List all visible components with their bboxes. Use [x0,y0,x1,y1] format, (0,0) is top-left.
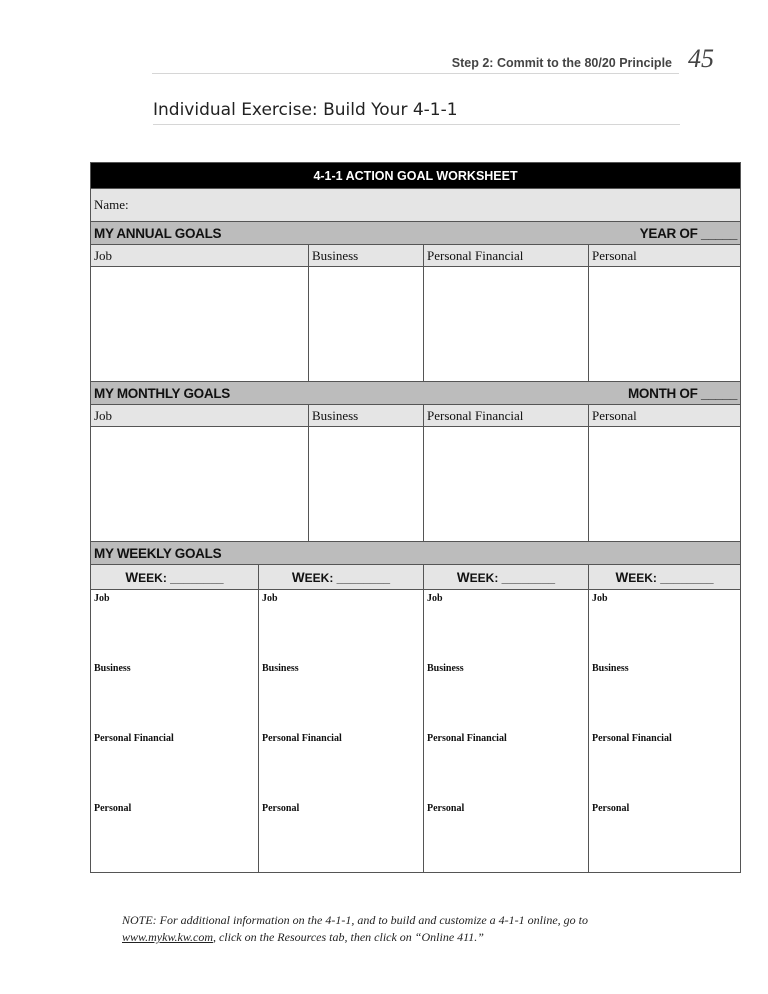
annual-goals-label: MY ANNUAL GOALS [94,225,222,241]
monthly-goals-label: MY MONTHLY GOALS [94,385,230,401]
week-3-header[interactable]: WEEK: ________ [424,565,589,590]
annual-personal-entry[interactable] [589,267,741,382]
monthly-columns [91,405,741,427]
annual-col-job: Job [91,245,309,267]
name-row [91,189,741,222]
monthly-personal-entry[interactable] [589,427,741,542]
exercise-title: Individual Exercise: Build Your 4-1-1 [153,100,680,125]
week-headers [91,565,741,590]
running-head-title: Step 2: Commit to the 80/20 Principle [451,56,672,70]
page-number: 45 [688,44,714,73]
week-2-business-label: Business [262,663,299,674]
week-3-personal-label: Personal [427,803,465,814]
week-1-business-label: Business [94,663,131,674]
monthly-col-personal-financial: Personal Financial [424,405,589,427]
annual-col-personal-financial: Personal Financial [424,245,589,267]
week-3-personal-financial-label: Personal Financial [427,733,507,744]
week-3-job-label: Job [427,593,443,604]
annual-goals-header [91,222,741,245]
week-1-personal-label: Personal [94,803,132,814]
monthly-personal-financial-entry[interactable] [424,427,589,542]
weekly-goals-header [91,542,741,565]
monthly-goals-header [91,382,741,405]
week-2-header[interactable]: WEEK: ________ [259,565,424,590]
week-1-header[interactable]: WEEK: ________ [91,565,259,590]
worksheet [90,162,740,873]
footnote-line-1: NOTE: For additional information on the 4-1-1, and to build and customize a 4-1-1 online, go to [122,913,588,927]
weekly-entry-row [91,590,741,873]
week-1-personal-financial-label: Personal Financial [94,733,174,744]
week-2-entry[interactable] [259,590,424,873]
monthly-job-entry[interactable] [91,427,309,542]
annual-columns [91,245,741,267]
worksheet-table [90,162,741,873]
week-4-header[interactable]: WEEK: ________ [589,565,741,590]
header-rule [152,73,679,74]
week-2-personal-financial-label: Personal Financial [262,733,342,744]
annual-business-entry[interactable] [309,267,424,382]
monthly-business-entry[interactable] [309,427,424,542]
week-4-personal-label: Personal [592,803,630,814]
footnote-line-2: , click on the Resources tab, then click on “Online 411.” [212,930,484,944]
monthly-col-business: Business [309,405,424,427]
worksheet-title-row [91,163,741,189]
week-1-entry[interactable] [91,590,259,873]
running-head [152,44,714,74]
week-4-job-label: Job [592,593,608,604]
annual-col-personal: Personal [589,245,741,267]
worksheet-title: 4-1-1 ACTION GOAL WORKSHEET [91,163,741,189]
week-3-entry[interactable] [424,590,589,873]
month-of-label: MONTH OF _____ [627,385,738,401]
weekly-goals-label: MY WEEKLY GOALS [91,542,741,565]
annual-personal-financial-entry[interactable] [424,267,589,382]
annual-entry-row [91,267,741,382]
week-4-entry[interactable] [589,590,741,873]
name-field[interactable]: Name: [91,189,741,222]
monthly-entry-row [91,427,741,542]
year-of-label: YEAR OF _____ [639,225,738,241]
week-4-personal-financial-label: Personal Financial [592,733,672,744]
annual-job-entry[interactable] [91,267,309,382]
footnote [122,912,682,946]
resources-link[interactable]: www.mykw.kw.com [122,930,213,944]
week-3-business-label: Business [427,663,464,674]
week-1-job-label: Job [94,593,110,604]
week-2-personal-label: Personal [262,803,300,814]
monthly-col-personal: Personal [589,405,741,427]
week-4-business-label: Business [592,663,629,674]
monthly-col-job: Job [91,405,309,427]
annual-col-business: Business [309,245,424,267]
week-2-job-label: Job [262,593,278,604]
